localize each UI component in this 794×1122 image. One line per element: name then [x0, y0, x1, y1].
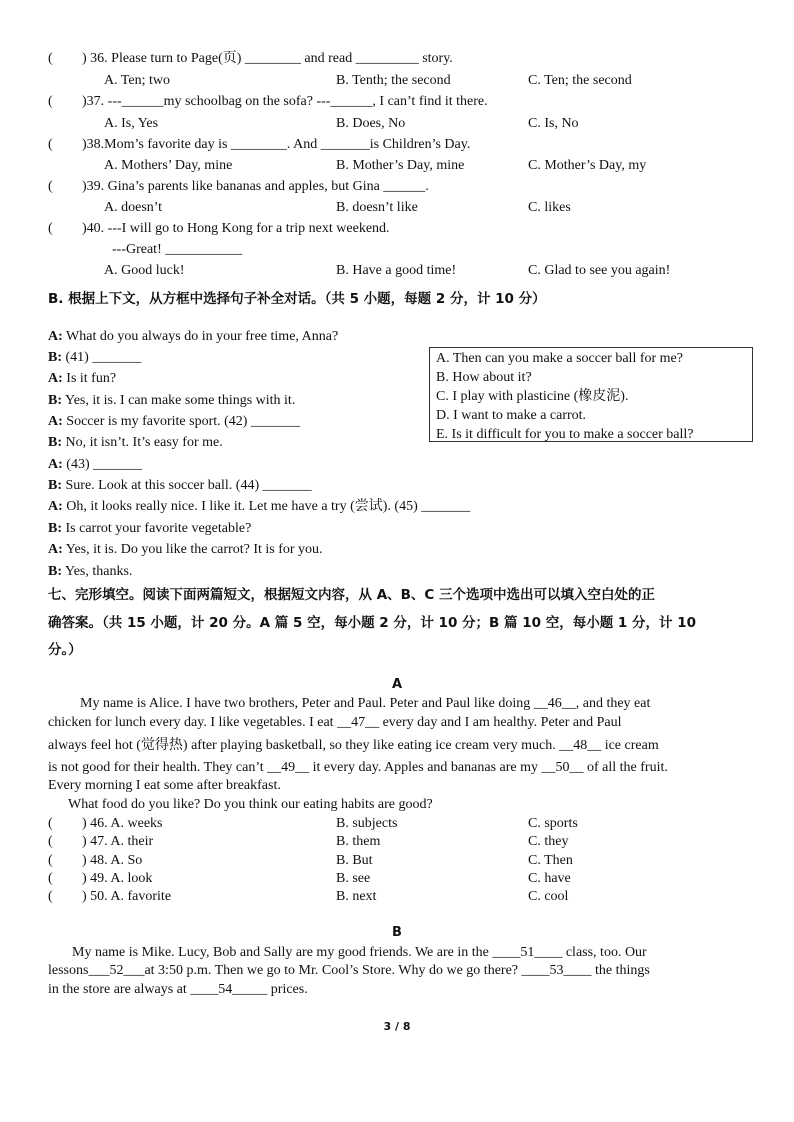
page-number: 3 / 8: [383, 1020, 411, 1033]
dialogue-line: A: Soccer is my favorite sport. (42) _______: [48, 414, 300, 429]
q37-option-c: C. Is, No: [528, 116, 579, 131]
box-option-a: A. Then can you make a soccer ball for me?: [436, 351, 683, 366]
dialogue-line: A: What do you always do in your free time, Anna?: [48, 329, 339, 344]
q46-option-b: B. subjects: [336, 816, 398, 831]
q37-option-b: B. Does, No: [336, 116, 406, 131]
question-39: ( )39. Gina’s parents like bananas and apples, but Gina ______.: [48, 179, 429, 194]
q40-option-b: B. Have a good time!: [336, 263, 457, 278]
question-47: ( ) 47. A. their: [48, 834, 154, 849]
dialogue-line: B: Yes, thanks.: [48, 564, 133, 579]
passage-a-line: is not good for their health. They can’t __49__ it every day. Apples and bananas are my __50__ of all the fruit.: [48, 760, 668, 775]
q47-option-c: C. they: [528, 834, 569, 849]
options-box: [429, 347, 753, 442]
passage-a-line: Every morning I eat some after breakfast.: [48, 778, 281, 793]
dialogue-line: B: No, it isn’t. It’s easy for me.: [48, 435, 223, 450]
question-38: ( )38.Mom’s favorite day is ________. And _______is Children’s Day.: [48, 137, 471, 152]
question-50: ( ) 50. A. favorite: [48, 889, 172, 904]
q36-option-a: A. Ten; two: [104, 73, 171, 88]
section-7-heading-line3: 分。）: [48, 642, 82, 658]
question-37: ( )37. ---______my schoolbag on the sofa? ---______, I can’t find it there.: [48, 94, 488, 109]
box-option-c: C. I play with plasticine (橡皮泥).: [436, 389, 629, 404]
q47-option-b: B. them: [336, 834, 381, 849]
box-option-b: B. How about it?: [436, 370, 532, 385]
q38-option-c: C. Mother’s Day, my: [528, 158, 647, 173]
q40-option-c: C. Glad to see you again!: [528, 263, 671, 278]
box-option-d: D. I want to make a carrot.: [436, 408, 587, 423]
q49-option-c: C. have: [528, 871, 571, 886]
passage-a-line: chicken for lunch every day. I like vegetables. I eat __47__ every day and I am healthy. Peter and Paul: [48, 715, 622, 730]
q37-option-a: A. Is, Yes: [104, 116, 159, 131]
dialogue-line: A: Is it fun?: [48, 371, 117, 386]
passage-b-line: in the store are always at ____54_____ prices.: [48, 982, 308, 997]
dialogue-line: B: (41) _______: [48, 350, 142, 365]
section-b-heading: B. 根据上下文，从方框中选择句子补全对话。（共 5 小题，每题 2 分，计 10 分）: [48, 291, 546, 307]
q39-option-b: B. doesn’t like: [336, 200, 418, 215]
passage-a-line: What food do you like? Do you think our eating habits are good?: [68, 797, 433, 812]
q38-option-b: B. Mother’s Day, mine: [336, 158, 465, 173]
section-7-heading-line1: 七、完形填空。阅读下面两篇短文，根据短文内容，从 A、B、C 三个选项中选出可以填入空白处的正: [48, 587, 656, 603]
passage-b-title: B: [392, 925, 402, 940]
q49-option-b: B. see: [336, 871, 371, 886]
question-40: ( )40. ---I will go to Hong Kong for a trip next weekend.: [48, 221, 390, 236]
q36-option-c: C. Ten; the second: [528, 73, 632, 88]
dialogue-line: A: Oh, it looks really nice. I like it. Let me have a try (尝试). (45) _______: [48, 499, 471, 514]
passage-a-title: A: [391, 677, 403, 692]
dialogue-line: B: Yes, it is. I can make some things with it.: [48, 393, 296, 408]
dialogue-line: B: Sure. Look at this soccer ball. (44) _______: [48, 478, 312, 493]
question-48: ( ) 48. A. So: [48, 853, 143, 868]
q50-option-b: B. next: [336, 889, 377, 904]
q46-option-c: C. sports: [528, 816, 578, 831]
passage-b-line: My name is Mike. Lucy, Bob and Sally are my good friends. We are in the ____51____ class, too. Our: [72, 945, 647, 960]
question-49: ( ) 49. A. look: [48, 871, 153, 886]
section-7-heading-line2: 确答案。（共 15 小题，计 20 分。A 篇 5 空，每小题 2 分，计 10 分；B 篇 10 空，每小题 1 分，计 10: [48, 615, 696, 631]
dialogue-line: B: Is carrot your favorite vegetable?: [48, 521, 252, 536]
passage-a-line: My name is Alice. I have two brothers, Peter and Paul. Peter and Paul like doing __46__, and they eat: [80, 696, 651, 711]
box-option-e: E. Is it difficult for you to make a soccer ball?: [436, 427, 694, 442]
q48-option-b: B. But: [336, 853, 373, 868]
dialogue-line: A: (43) _______: [48, 457, 143, 472]
q50-option-c: C. cool: [528, 889, 569, 904]
q36-option-b: B. Tenth; the second: [336, 73, 451, 88]
q40-option-a: A. Good luck!: [104, 263, 185, 278]
q39-option-c: C. likes: [528, 200, 571, 215]
dialogue-line: A: Yes, it is. Do you like the carrot? It is for you.: [48, 542, 323, 557]
passage-b-line: lessons___52___at 3:50 p.m. Then we go to Mr. Cool’s Store. Why do we go there? ____53____ the things: [48, 963, 650, 978]
q48-option-c: C. Then: [528, 853, 573, 868]
q39-option-a: A. doesn’t: [104, 200, 163, 215]
question-46: ( ) 46. A. weeks: [48, 816, 163, 831]
q38-option-a: A. Mothers’ Day, mine: [104, 158, 233, 173]
question-36: ( ) 36. Please turn to Page(页) ________ and read _________ story.: [48, 51, 453, 66]
passage-a-line: always feel hot (觉得热) after playing basketball, so they like eating ice cream very much. __48__ ice cream: [48, 738, 659, 753]
question-40-reply: ---Great! ___________: [112, 242, 243, 257]
